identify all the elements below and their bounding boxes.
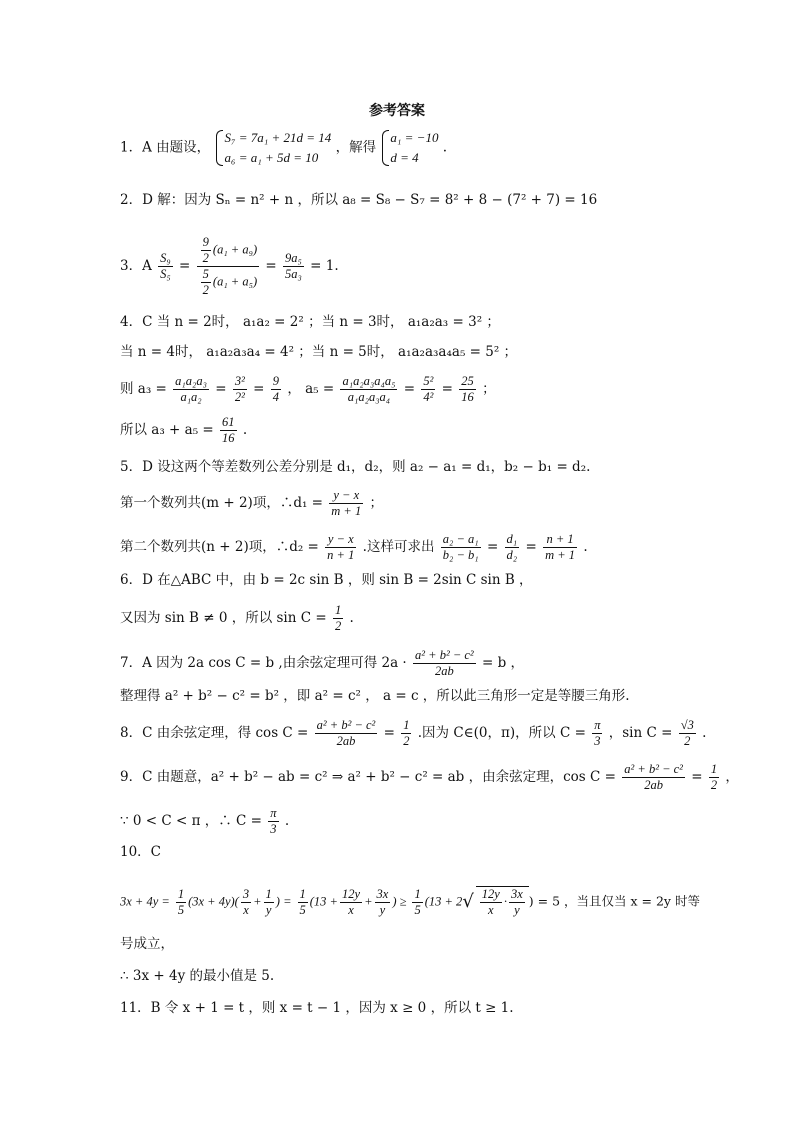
frac-num: 3x <box>510 887 523 901</box>
answer-5b-lead: 第一个数列共(m + 2)项，∴d₁ = <box>120 495 323 511</box>
frac-num: 9 <box>272 374 280 388</box>
frac-den: 5a₃ <box>285 267 302 281</box>
frac <box>264 887 274 918</box>
answer-3-end: = 1. <box>310 258 339 274</box>
answer-7b: 整理得 a² + b² − c² = b² ，即 a² = c² ， a = c ，所以此三角形一定是等腰三角形. <box>120 688 630 704</box>
answer-5c-end: . <box>583 539 588 555</box>
frac <box>459 374 476 405</box>
frac-den: 3 <box>594 734 601 748</box>
answer-1-system <box>214 128 331 168</box>
frac <box>412 887 422 918</box>
frac-den: x <box>488 903 494 917</box>
frac-den <box>197 267 259 298</box>
frac-den: 2 <box>202 251 209 265</box>
equals: = <box>383 725 395 741</box>
frac-den: 2ab <box>434 664 454 678</box>
frac-num: 9a₅ <box>285 251 302 265</box>
frac <box>340 887 362 918</box>
answer-1 <box>120 128 447 168</box>
dot: · <box>503 894 507 909</box>
expr: ) ≥ <box>392 894 407 909</box>
frac-den: b₂ − b₁ <box>442 548 479 562</box>
frac-den: y <box>265 902 272 917</box>
answer-9b-lead: ∵ 0 < C < π ，∴ C = <box>120 813 262 829</box>
answer-1-end: . <box>442 139 448 156</box>
answer-4d <box>120 415 247 446</box>
frac-den: 5 <box>414 902 421 917</box>
frac-num <box>197 235 259 267</box>
frac-num: 61 <box>222 415 235 429</box>
frac-num: S₉ <box>160 251 171 265</box>
frac <box>622 762 685 793</box>
answer-3-lead: 3．A <box>120 258 152 274</box>
equals: = <box>179 258 191 274</box>
frac-den: m + 1 <box>545 548 576 562</box>
answer-8-end: . <box>702 725 707 741</box>
frac-num: 1 <box>414 886 421 901</box>
expr: + <box>364 894 373 909</box>
answer-7a-lead: 7．A 因为 2a cos C = b ,由余弦定理可得 2a · <box>120 655 407 671</box>
frac-den: S₅ <box>160 267 171 281</box>
frac-den: x <box>348 902 354 917</box>
answer-5a: 5．D 设这两个等差数列公差分别是 d₁，d₂，则 a₂ − a₁ = d₁，b₂ − b₁ = d₂. <box>120 459 591 475</box>
answer-9b <box>120 806 289 837</box>
answer-6b-lead: 又因为 sin B ≠ 0 ，所以 sin C = <box>120 610 327 626</box>
frac <box>543 532 577 563</box>
frac-den: y <box>379 902 386 917</box>
answer-4c-lead: 则 a₃ = <box>120 381 167 397</box>
answer-10c: 号成立， <box>120 936 174 952</box>
frac-num: 9 <box>202 235 209 249</box>
frac <box>315 718 378 749</box>
frac-den: y <box>514 903 520 917</box>
frac-num: y − x <box>329 488 363 504</box>
expr: ) = <box>275 894 292 909</box>
frac-num: n + 1 <box>543 532 577 548</box>
frac <box>176 887 186 918</box>
answer-7a-end: = b ， <box>481 655 525 671</box>
frac-den: 16 <box>222 431 235 445</box>
frac <box>679 718 696 749</box>
frac-den: 4² <box>423 390 434 404</box>
frac <box>298 887 308 918</box>
answer-4d-end: . <box>242 422 248 438</box>
frac-den: 2 <box>684 734 691 748</box>
answer-9b-end: . <box>284 813 290 829</box>
expr: (13 + <box>309 894 338 909</box>
frac <box>329 488 363 519</box>
frac-num: √3 <box>680 718 694 732</box>
frac-num: a₁a₂a₃a₄a₅ <box>342 374 396 388</box>
answer-1-solution <box>380 128 438 168</box>
frac <box>375 887 391 918</box>
frac-num: 25 <box>461 374 474 388</box>
answer-1-eq2: a₆ = a₁ + 5d = 10 <box>224 150 319 165</box>
answer-3-frac2 <box>197 235 259 298</box>
answer-6b <box>120 603 354 634</box>
frac-num: a₁a₂a₃ <box>175 374 207 388</box>
frac <box>271 374 281 405</box>
equals: = <box>403 381 416 397</box>
frac-num: 1 <box>403 718 410 732</box>
frac-den: 2 <box>710 778 718 792</box>
frac <box>173 374 209 405</box>
frac-num: 3² <box>234 374 245 388</box>
frac <box>509 887 525 918</box>
frac-num: 5² <box>423 374 434 388</box>
frac <box>241 887 251 918</box>
frac-den: 2 <box>334 619 342 633</box>
frac <box>233 374 247 405</box>
equals: = <box>691 769 703 785</box>
frac-num: 1 <box>177 886 185 901</box>
frac-num: 1 <box>334 603 342 617</box>
frac <box>421 374 435 405</box>
answer-7a <box>120 648 524 679</box>
frac-den: 5 <box>177 902 185 917</box>
frac-num: a² + b² − c² <box>624 762 683 776</box>
answer-8-mid: .因为 C∈(0，π)，所以 C = <box>417 725 586 741</box>
answer-1-sol2: d = 4 <box>390 150 419 165</box>
answer-1-lead: 1．A 由题设， <box>120 139 211 156</box>
expr: + <box>253 894 262 909</box>
sqrt-icon: √ <box>462 891 474 912</box>
frac-num: 12y <box>342 886 361 901</box>
answer-8-mid2: ，sin C = <box>608 725 673 741</box>
frac-rest: (a₁ + a₅) <box>212 274 258 289</box>
frac <box>325 532 356 563</box>
answer-9a <box>120 762 739 793</box>
frac-den: 2 <box>202 283 209 297</box>
frac-den: a₁a₂ <box>180 390 202 404</box>
answer-4d-lead: 所以 a₃ + a₅ = <box>120 422 214 438</box>
frac <box>413 648 476 679</box>
answer-4c-mid: ， a₅ = <box>287 381 335 397</box>
answer-6a: 6．D 在△ABC 中，由 b = 2c sin B ，则 sin B = 2sin C sin B ， <box>120 572 533 588</box>
equals: = <box>525 539 537 555</box>
frac-den: 3 <box>270 822 277 836</box>
answer-5c-lead: 第二个数列共(n + 2)项，∴d₂ = <box>120 539 319 555</box>
frac-den: 2ab <box>644 778 663 792</box>
answer-5b <box>120 488 383 519</box>
expr: (3x + 4y)( <box>188 894 239 909</box>
frac <box>592 718 602 749</box>
frac <box>333 603 343 634</box>
answer-1-mid: ，解得 <box>335 139 377 156</box>
answer-3 <box>120 235 339 298</box>
answer-4b: 当 n = 4时， a₁a₂a₃a₄ = 4² ；当 n = 5时， a₁a₂a₃a₄a₅ = 5² ； <box>120 344 518 360</box>
frac <box>480 887 502 918</box>
frac-den: 16 <box>461 390 474 404</box>
frac-num: 1 <box>265 886 272 901</box>
frac <box>268 806 278 837</box>
answer-9a-lead: 9．C 由题意，a² + b² − ab = c² ⇒ a² + b² − c² = ab ，由余弦定理，cos C = <box>120 769 616 785</box>
answer-9a-end: ， <box>725 769 739 785</box>
answer-5b-end: ； <box>369 495 384 511</box>
answer-10a: 10．C <box>120 844 162 860</box>
answer-1-sol1: a₁ = −10 <box>390 130 439 145</box>
frac-num: y − x <box>325 532 356 548</box>
answer-4a: 4．C 当 n = 2时， a₁a₂ = 2² ；当 n = 3时， a₁a₂a₃ = 3² ； <box>120 314 500 330</box>
answer-8-lead: 8．C 由余弦定理，得 cos C = <box>120 725 309 741</box>
expr: ) = 5 ，当且仅当 x = 2y 时等 <box>528 893 700 909</box>
frac <box>401 718 411 749</box>
frac <box>505 532 520 563</box>
frac-num: π <box>270 806 277 820</box>
frac-rest: (a₁ + a₉) <box>212 242 258 257</box>
equals: = <box>215 381 227 397</box>
frac-den: 4 <box>272 390 280 404</box>
frac-num: 1 <box>710 762 718 776</box>
frac-den: 5 <box>299 902 306 917</box>
frac-den: 2 <box>403 734 410 748</box>
frac-num: d₁ <box>506 532 518 546</box>
frac-num: a₂ − a₁ <box>442 532 479 546</box>
frac <box>340 374 397 405</box>
answer-10b-lead: 3x + 4y = <box>120 894 170 909</box>
answer-11: 11．B 令 x + 1 = t ，则 x = t − 1 ，因为 x ≥ 0 ，所以 t ≥ 1. <box>120 1000 514 1016</box>
page-title: 参考答案 <box>369 103 425 119</box>
answer-8 <box>120 718 706 749</box>
equals: = <box>486 539 499 555</box>
answer-5c-mid: .这样可求出 <box>362 539 435 555</box>
answer-10d: ∴ 3x + 4y 的最小值是 5. <box>120 968 275 984</box>
frac-num: 3 <box>242 886 250 901</box>
answer-10b <box>120 886 700 918</box>
frac-den: a₁a₂a₃a₄ <box>347 390 391 404</box>
equals: = <box>441 381 453 397</box>
frac-num: π <box>594 718 601 732</box>
answer-6b-end: . <box>349 610 354 626</box>
equals: = <box>253 381 265 397</box>
answer-2: 2．D 解：因为 Sₙ = n² + n ，所以 a₈ = S₈ − S₇ = 8² + 8 − (7² + 7) = 16 <box>120 192 598 208</box>
answer-3-frac1 <box>158 251 173 282</box>
frac-den: n + 1 <box>327 548 355 562</box>
answer-4c-end: ； <box>482 381 496 397</box>
frac <box>220 415 237 446</box>
answer-3-frac3 <box>283 251 304 282</box>
answer-1-eq1: S₇ = 7a₁ + 21d = 14 <box>224 130 332 145</box>
frac <box>709 762 719 793</box>
sqrt-body <box>476 886 529 918</box>
frac-num: 3x <box>376 886 389 901</box>
frac-den: 2² <box>234 390 245 404</box>
frac <box>441 532 481 563</box>
inner-frac <box>201 267 211 298</box>
frac-num: a² + b² − c² <box>316 718 376 732</box>
expr: (13 + 2 <box>424 894 463 909</box>
frac-num: 1 <box>299 886 306 901</box>
frac-num: 12y <box>481 887 500 901</box>
frac-den: x <box>243 902 249 917</box>
frac-num: 5 <box>202 267 209 281</box>
inner-frac <box>201 235 211 266</box>
answer-4c <box>120 374 496 405</box>
frac-num: a² + b² − c² <box>415 648 474 662</box>
frac-den: 2ab <box>336 734 356 748</box>
frac-den: d₂ <box>506 548 518 562</box>
answer-5c <box>120 532 588 563</box>
equals: = <box>265 258 277 274</box>
frac-den: m + 1 <box>331 504 362 518</box>
